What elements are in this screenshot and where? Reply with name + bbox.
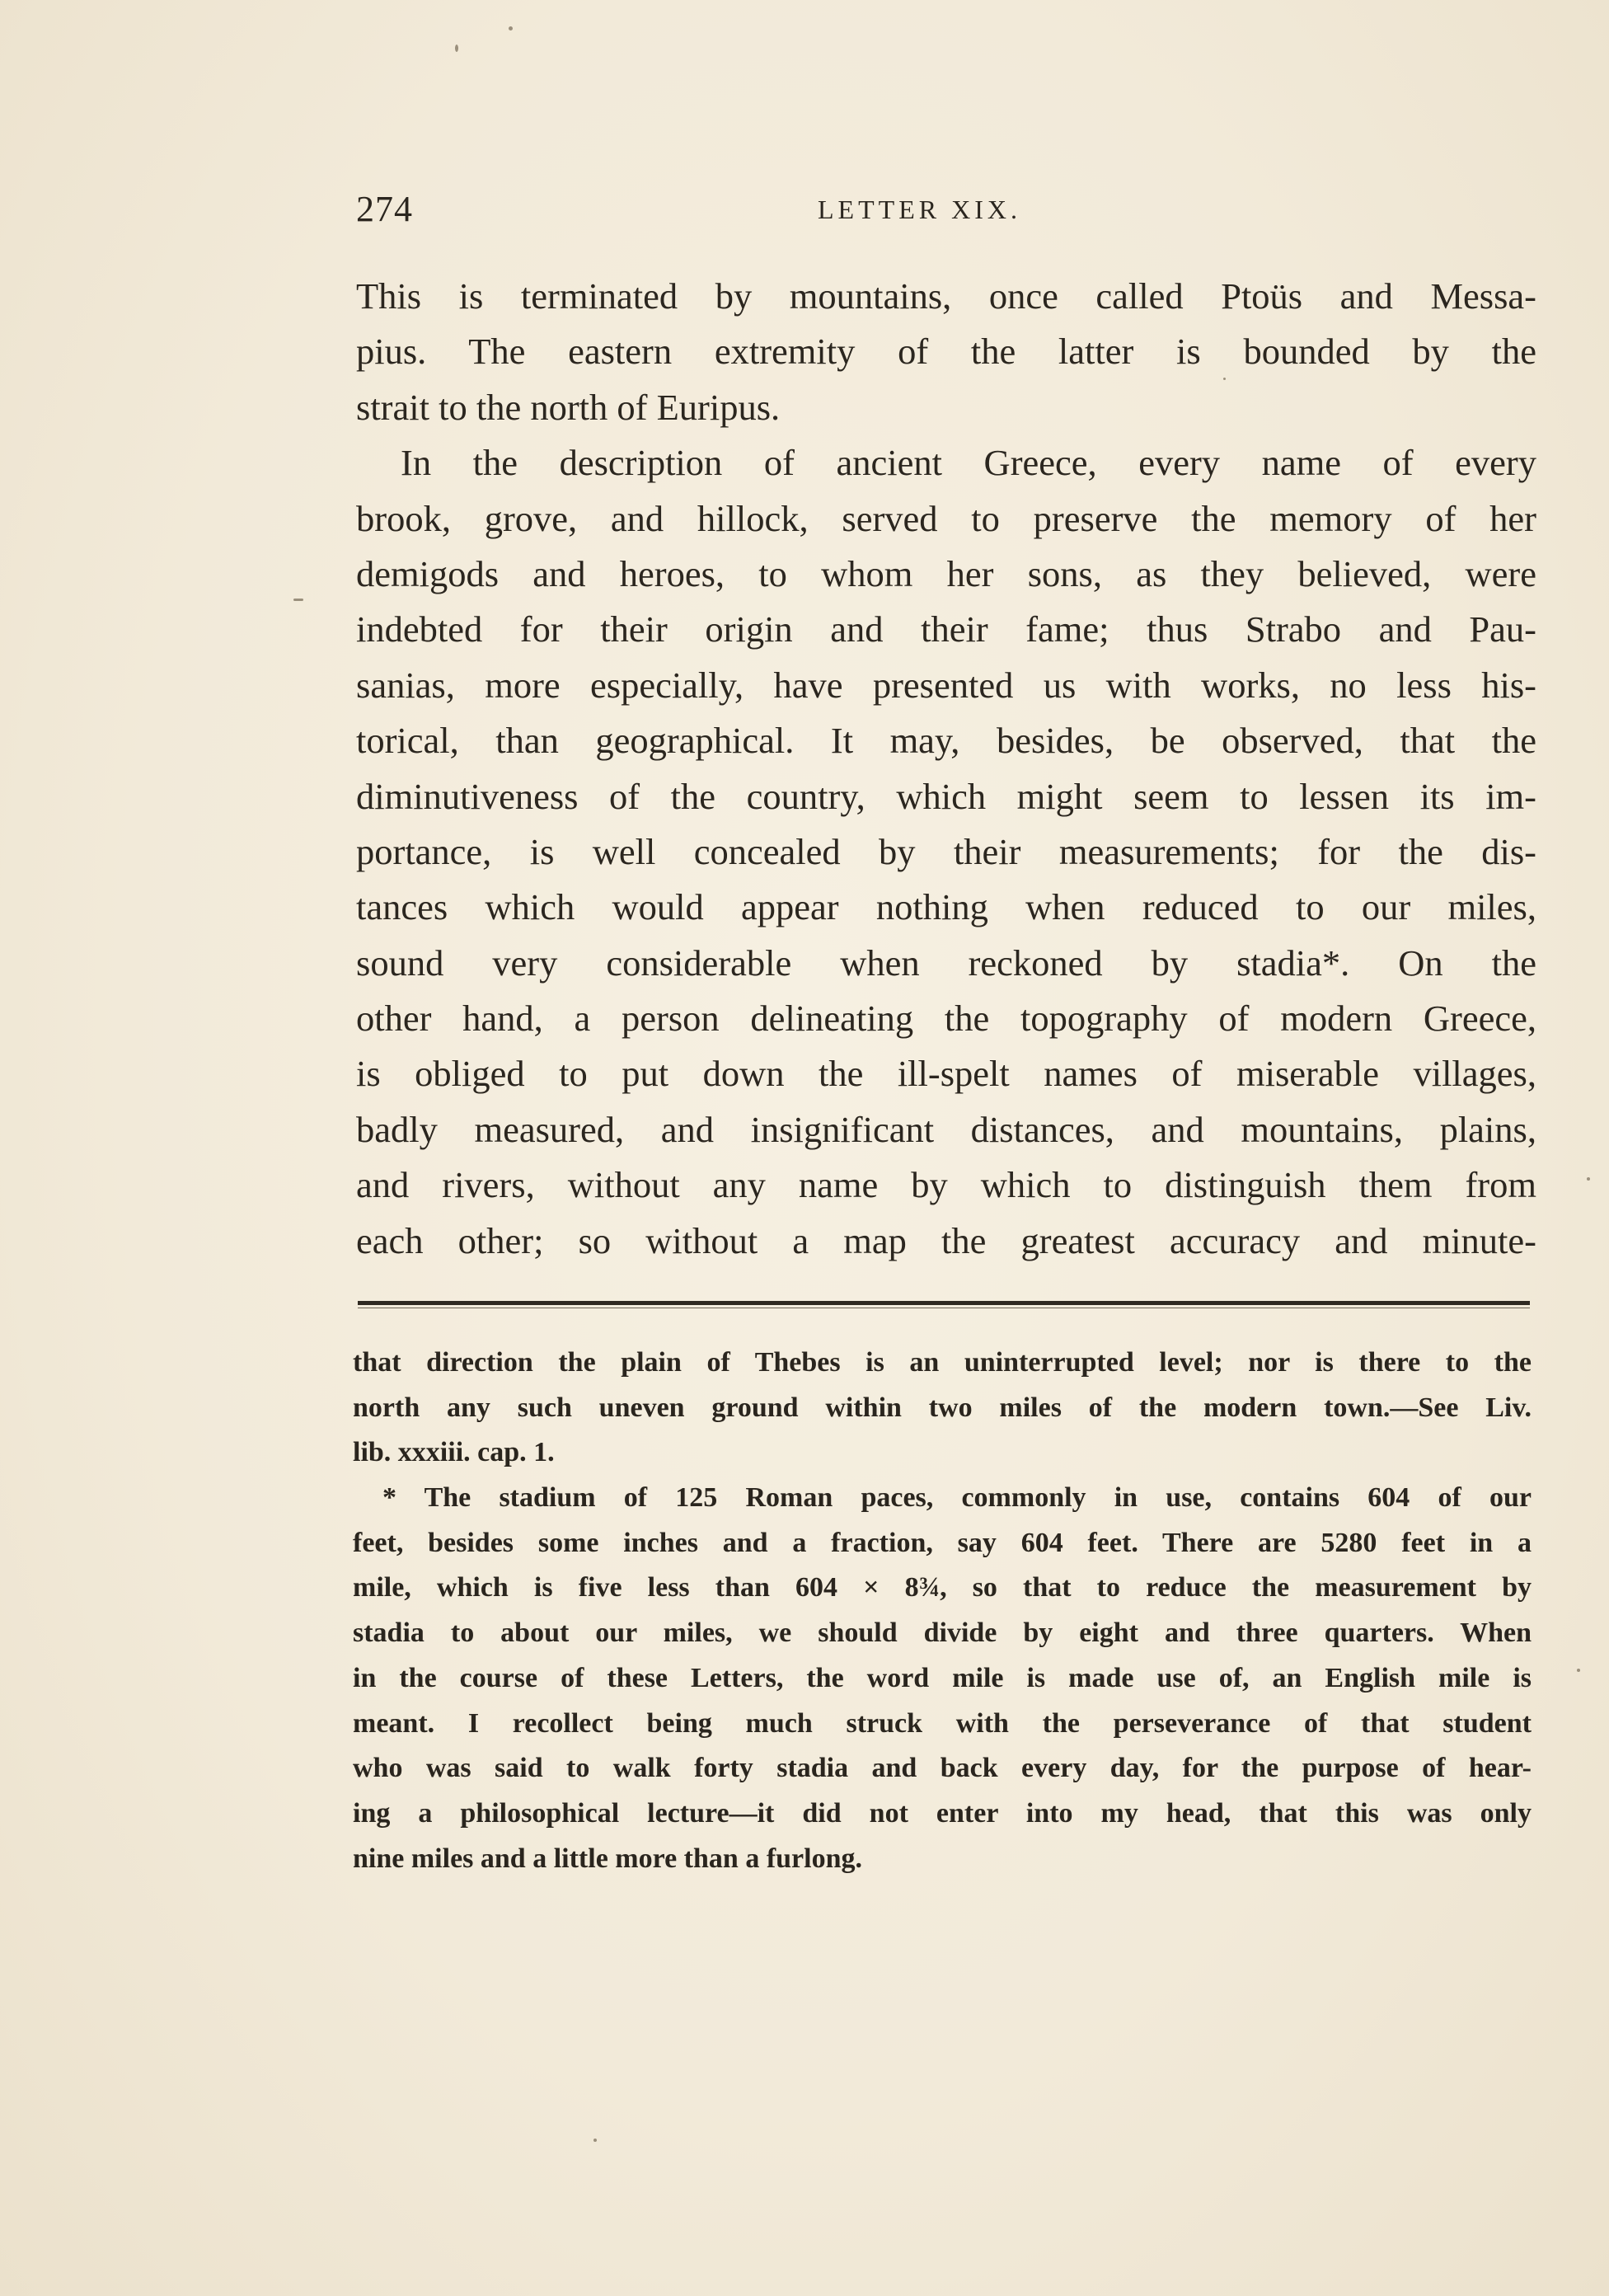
footnote-line: nine miles and a little more than a furlong. [353,1843,862,1874]
footnote-line: feet, besides some inches and a fraction, say 604 feet. There are 5280 feet in a [353,1527,1532,1558]
text-line: indebted for their origin and their fame; thus Strabo and Pau- [356,608,1536,650]
paper-speck [509,26,513,31]
text-line: demigods and heroes, to whom her sons, as they believed, were [356,552,1536,594]
page-header [356,188,1527,237]
paper-speck [1223,378,1226,380]
running-head: LETTER XIX. [818,195,1021,224]
footnote-line: that direction the plain of Thebes is an uninterrupted level; nor is there to the [353,1347,1532,1378]
footnotes [353,1341,1532,1881]
footnote-line: in the course of these Letters, the word mile is made use of, an English mile is [353,1662,1532,1693]
text-line: pius. The eastern extremity of the latter is bounded by the [356,331,1536,373]
text-line: is obliged to put down the ill-spelt names of miserable villages, [356,1053,1536,1095]
paper-speck [1577,1669,1580,1672]
text-line: strait to the north of Euripus. [356,386,781,428]
text-line: tances which would appear nothing when reduced to our miles, [356,886,1536,928]
text-line: sound very considerable when reckoned by stadia*. On the [356,941,1536,984]
text-line: badly measured, and insignificant distances, and mountains, plains, [356,1108,1536,1150]
text-line: diminutiveness of the country, which might seem to lessen its im- [356,775,1536,817]
footnote-line: stadia to about our miles, we should divide by eight and three quarters. When [353,1618,1532,1649]
footnote-line: meant. I recollect being much struck with the perseverance of that student [353,1707,1532,1739]
paper-speck [1587,1177,1590,1181]
text-line: In the description of ancient Greece, every name of every [401,442,1536,484]
text-line: portance, is well concealed by their measurements; for the dis- [356,830,1536,872]
text-line: other hand, a person delineating the topography of modern Greece, [356,998,1536,1040]
text-line: each other; so without a map the greatest accuracy and minute- [356,1219,1536,1261]
footnote-line: ing a philosophical lecture—it did not enter into my head, that this was only [353,1797,1532,1829]
text-line: sanias, more especially, have presented us with works, no less his- [356,664,1536,706]
footnote-line: who was said to walk forty stadia and back every day, for the purpose of hear- [353,1753,1532,1784]
text-line: and rivers, without any name by which to distinguish them from [356,1164,1536,1206]
footnote-line: mile, which is five less than 604 × 8¾, so that to reduce the measurement by [353,1572,1532,1603]
text-line: torical, than geographical. It may, besides, be observed, that the [356,720,1536,762]
paper-speck [293,599,303,601]
text-line: brook, grove, and hillock, served to preserve the memory of her [356,497,1536,539]
main-text [356,269,1536,1269]
paper-speck [593,2139,597,2142]
footnote-line: lib. xxxiii. cap. 1. [353,1437,555,1468]
footnote-line: * The stadium of 125 Roman paces, commonly in use, contains 604 of our [382,1482,1532,1514]
footnote-line: north any such uneven ground within two miles of the modern town.—See Liv. [353,1392,1532,1423]
text-line: This is terminated by mountains, once called Ptoüs and Messa- [356,275,1536,317]
footnote-rule [358,1301,1530,1305]
page-number: 274 [356,189,413,229]
paper-speck [455,45,458,52]
